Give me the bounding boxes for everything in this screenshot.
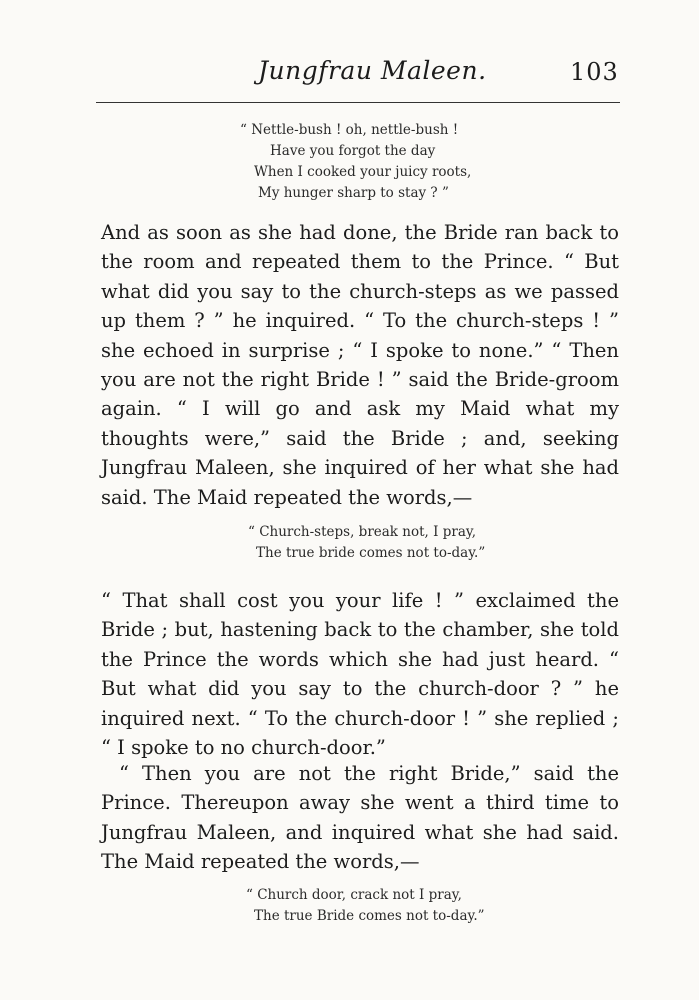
- verse-church-door: [246, 885, 485, 927]
- verse-line: The true bride comes not to-day.”: [256, 545, 486, 561]
- paragraph: “ That shall cost you your life ! ” exclaimed the Bride ; but, hastening back to the chamber, she told the Prince the words which she had just heard. “ But what did you say to the church-door ? ” he inquired next. “ To the church-door ! ” she replied ; “ I spoke to no church-door.”: [101, 589, 619, 760]
- verse-line: “ Nettle-bush ! oh, nettle-bush !: [240, 122, 459, 138]
- verse-church-steps: [248, 522, 485, 564]
- running-title: Jungfrau Maleen.: [258, 56, 487, 85]
- paragraph: And as soon as she had done, the Bride ran back to the room and repeated them to the Prince. “ But what did you say to the church-steps as we passed up them ? ” he inquired. “ To the church-steps ! ” she echoed in surprise ; “ I spoke to none.” “ Then you are not the right Bride ! ” said the Bride-groom again. “ I will go and ask my Maid what my thoughts were,” said the Bride ; and, seeking Jungfrau Maleen, she inquired of her what she had said. The Maid repeated the words,—: [101, 221, 619, 509]
- verse-line: “ Church door, crack not I pray,: [246, 887, 462, 903]
- verse-line: My hunger sharp to stay ? ”: [258, 185, 449, 201]
- paragraph: “ Then you are not the right Bride,” said the Prince. Thereupon away she went a third time to Jungfrau Maleen, and inquired what she had said. The Maid repeated the words,—: [101, 762, 619, 874]
- page-number: 103: [570, 58, 619, 86]
- verse-line: Have you forgot the day: [270, 143, 436, 159]
- verse-line: The true Bride comes not to-day.”: [254, 908, 485, 924]
- verse-nettle-bush: [240, 120, 471, 204]
- verse-line: “ Church-steps, break not, I pray,: [248, 524, 477, 540]
- header-rule: [96, 102, 620, 103]
- verse-line: When I cooked your juicy roots,: [254, 164, 472, 180]
